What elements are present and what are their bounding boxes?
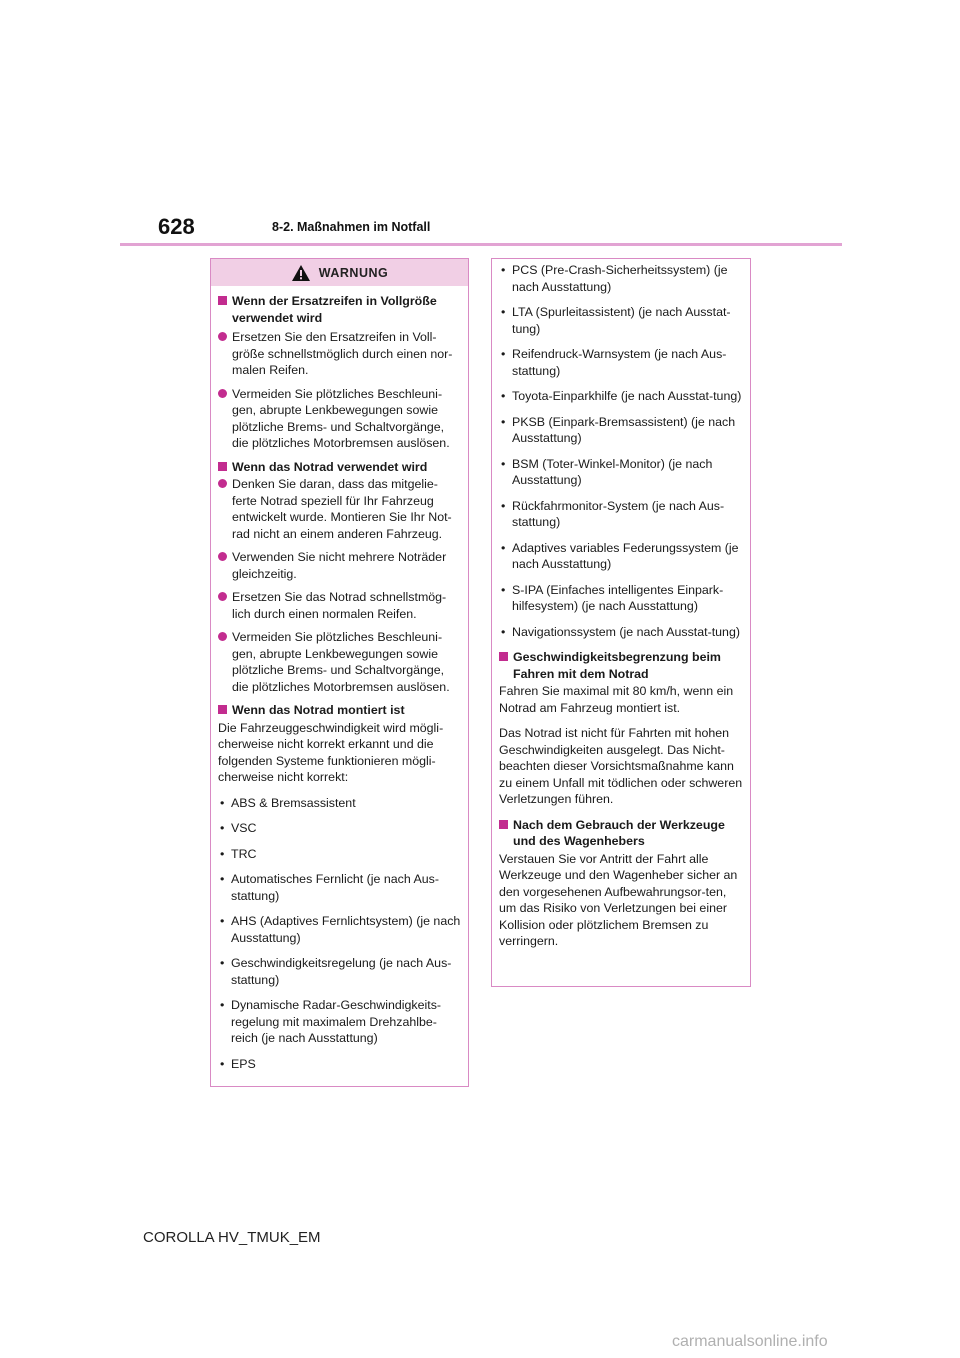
list-item: • VSC bbox=[220, 821, 257, 835]
square-bullet-icon bbox=[218, 296, 227, 305]
warning-item: Ersetzen Sie das Notrad schnellstmög-lich durch einen normalen Reifen. bbox=[218, 589, 462, 622]
list-item: • Dynamische Radar-Geschwindigkeits-regelung mit maximalem Drehzahlbe-reich (je nach Ausstattung) bbox=[220, 998, 442, 1045]
list-item: • Rückfahrmonitor-System (je nach Aus-stattung) bbox=[501, 498, 725, 529]
warning-title: WARNUNG bbox=[318, 265, 389, 280]
square-bullet-icon bbox=[499, 652, 508, 661]
circle-bullet-icon bbox=[218, 552, 227, 561]
list-item: • ABS & Bremsassistent bbox=[220, 795, 356, 810]
header-rule bbox=[120, 243, 842, 246]
warning-item: Ersetzen Sie den Ersatzreifen in Voll-größe schnellstmöglich durch einen nor-malen Reifen. bbox=[218, 329, 462, 379]
warning-box bbox=[210, 258, 469, 1087]
speed-limit-heading: Geschwindigkeitsbegrenzung beim Fahren mit dem Notrad bbox=[499, 649, 744, 682]
list-item: • EPS bbox=[220, 1056, 256, 1071]
list-item: • TRC bbox=[220, 846, 257, 861]
tools-text: Verstauen Sie vor Antritt der Fahrt alle Werkzeuge und den Wagenheber sicher an den vorgesehenen Aufbewahrungsor-ten, um das Risiko von Verletzungen bei einer Kollision oder plötzlichem Bremsen zu verringern. bbox=[499, 851, 738, 948]
warning-item: Vermeiden Sie plötzliches Beschleuni-gen, abrupte Lenkbewegungen sowie plötzliche Brems- und Schaltvorgänge, die plötzliches Motorbremsen auslösen. bbox=[218, 629, 462, 695]
speed-limit-warning-text: Das Notrad ist nicht für Fahrten mit hohen Geschwindigkeiten ausgelegt. Das Nicht-beachten dieser Vorsichtsmaßnahme kann zu einem Unfall mit tödlichen oder schweren Verletzungen führen. bbox=[499, 726, 743, 806]
list-item: • S-IPA (Einfaches intelligentes Einpark-hilfesystem) (je nach Ausstattung) bbox=[501, 582, 724, 613]
list-item: • AHS (Adaptives Fernlichtsystem) (je nach Ausstattung) bbox=[220, 914, 461, 945]
page-number: 628 bbox=[158, 214, 195, 239]
list-item: • Reifendruck-Warnsystem (je nach Aus-stattung) bbox=[501, 347, 727, 378]
square-bullet-icon bbox=[218, 462, 227, 471]
warning-heading-compact-spare: Wenn das Notrad verwendet wird bbox=[218, 459, 462, 476]
list-item: • LTA (Spurleitassistent) (je nach Ausstat-tung) bbox=[501, 305, 731, 336]
list-item: • Automatisches Fernlicht (je nach Aus-stattung) bbox=[220, 872, 439, 903]
circle-bullet-icon bbox=[218, 592, 227, 601]
circle-bullet-icon bbox=[218, 332, 227, 341]
list-item: • Navigationssystem (je nach Ausstat-tung) bbox=[501, 624, 740, 639]
system-list-continued bbox=[499, 262, 744, 640]
list-item: • PCS (Pre-Crash-Sicherheitssystem) (je nach Ausstattung) bbox=[501, 263, 728, 294]
footer-model-code: COROLLA HV_TMUK_EM bbox=[143, 1229, 321, 1246]
square-bullet-icon bbox=[499, 820, 508, 829]
list-item: • Geschwindigkeitsregelung (je nach Aus-stattung) bbox=[220, 956, 452, 987]
warning-header bbox=[211, 259, 468, 286]
warning-item: Vermeiden Sie plötzliches Beschleuni-gen, abrupte Lenkbewegungen sowie plötzliche Brems- und Schaltvorgänge, die plötzliches Motorbremsen auslösen. bbox=[218, 386, 462, 452]
section-title: 8-2. Maßnahmen im Notfall bbox=[272, 220, 431, 234]
system-list bbox=[218, 795, 462, 1073]
warning-content bbox=[211, 286, 468, 1072]
tools-heading: Nach dem Gebrauch der Werkzeuge und des Wagenhebers bbox=[499, 817, 744, 850]
list-item: • Adaptives variables Federungssystem (je nach Ausstattung) bbox=[501, 540, 739, 571]
warning-intro: Die Fahrzeuggeschwindigkeit wird mögli-cherweise nicht korrekt erkannt und die folgenden Systeme funktionieren mögli-cherweise nicht korrekt: bbox=[218, 720, 444, 784]
warning-heading-compact-spare-installed: Wenn das Notrad montiert ist bbox=[218, 702, 462, 719]
circle-bullet-icon bbox=[218, 389, 227, 398]
watermark: carmanualsonline.info bbox=[672, 1333, 828, 1350]
list-item: • BSM (Toter-Winkel-Monitor) (je nach Ausstattung) bbox=[501, 456, 713, 487]
list-item: • PKSB (Einpark-Bremsassistent) (je nach Ausstattung) bbox=[501, 414, 736, 445]
warning-triangle-icon bbox=[291, 264, 311, 282]
square-bullet-icon bbox=[218, 705, 227, 714]
circle-bullet-icon bbox=[218, 632, 227, 641]
warning-item: Denken Sie daran, dass das mitgelie-ferte Notrad speziell für Ihr Fahrzeug entwickelt wurde. Montieren Sie Ihr Not-rad nicht an einem anderen Fahrzeug. bbox=[218, 476, 462, 542]
warning-item: Verwenden Sie nicht mehrere Noträder gleichzeitig. bbox=[218, 549, 462, 582]
continuation-box bbox=[491, 258, 751, 987]
warning-heading-full-size-spare: Wenn der Ersatzreifen in Vollgröße verwendet wird bbox=[218, 293, 462, 326]
list-item: • Toyota-Einparkhilfe (je nach Ausstat-tung) bbox=[501, 389, 742, 403]
circle-bullet-icon bbox=[218, 479, 227, 488]
speed-limit-text: Fahren Sie maximal mit 80 km/h, wenn ein Notrad am Fahrzeug montiert ist. bbox=[499, 684, 734, 715]
